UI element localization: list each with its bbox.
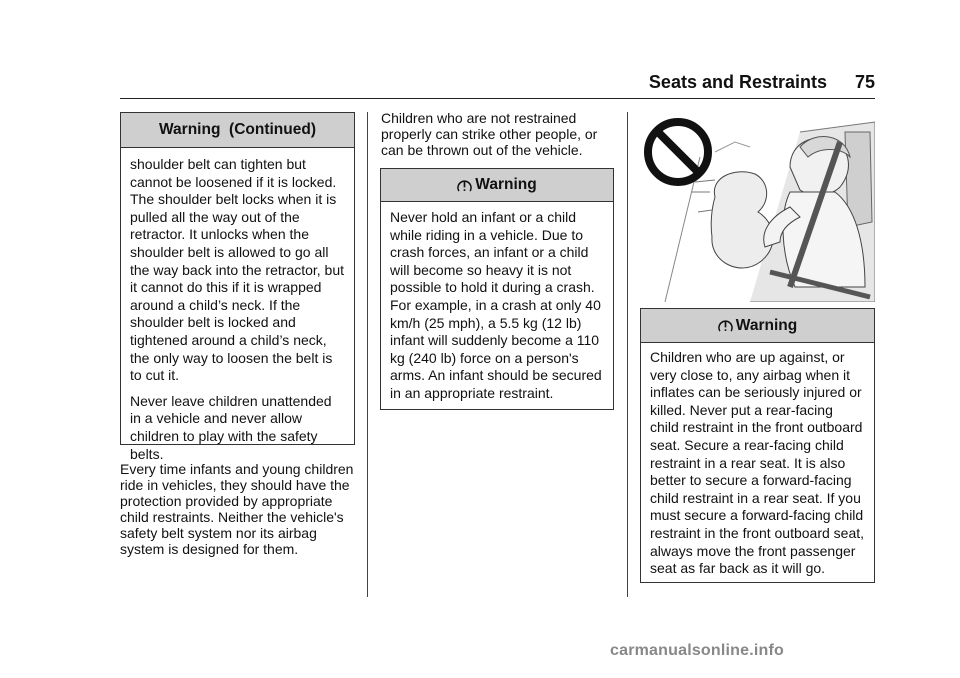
watermark: carmanualsonline.info (610, 642, 785, 659)
warning-body (381, 202, 613, 409)
warning-box-continued (120, 112, 355, 462)
warning-header (381, 169, 613, 202)
warning-symbol-icon (718, 318, 733, 333)
warning-box-infant (380, 168, 614, 410)
warning-title: Warning (Continued) (159, 121, 316, 138)
column-divider (367, 112, 368, 597)
warning-body (121, 148, 354, 469)
warning-header (641, 309, 874, 343)
prohibited-holding-infant-illustration (640, 112, 875, 302)
warning-header (121, 113, 354, 148)
warning-title: Warning (475, 176, 537, 193)
section-title: Seats and Restraints (648, 72, 827, 92)
warning-body (641, 343, 874, 584)
warning-box-airbag (640, 308, 875, 583)
column-divider (627, 112, 628, 597)
intro-paragraph: Children who are not restrained properly can strike other people, or can be thrown out of the vehicle. (381, 110, 598, 158)
page-header (120, 68, 875, 99)
warning-paragraph: Never leave children unattended in a vehicle and never allow children to play with the safety belts. (130, 392, 332, 462)
warning-symbol-icon (457, 178, 472, 193)
page-number: 75 (854, 72, 875, 92)
warning-paragraph: Never hold an infant or a child while riding in a vehicle. Due to crash forces, an infant or a child will become so heavy it is not possible to hold it during a crash. For example, in a crash at only 40 km/h (25 mph), a 5.5 kg (12 lb) infant will suddenly become a 110 kg (240 lb) force on a person's arms. An infant should be secured in an appropriate restraint. (390, 209, 602, 401)
body-paragraph: Every time infants and young children ride in vehicles, they should have the protection provided by appropriate child restraints. Neither the vehicle's safety belt system nor its airbag system is designed for them. (120, 461, 354, 557)
warning-title: Warning (735, 316, 798, 334)
warning-paragraph: shoulder belt can tighten but cannot be loosened if it is locked. The shoulder belt locks when it is pulled all the way out of the retractor. It unlocks when the shoulder belt is allowed to go all the way back into the retractor, but it cannot do this if it is wrapped around a child’s neck. If the shoulder belt is locked and tightened around a child’s neck, the only way to loosen the belt is to cut it. (130, 156, 345, 384)
warning-paragraph: Children who are up against, or very close to, any airbag when it inflates can be seriously injured or killed. Never put a rear-facing child restraint in the front outboard seat. Secure a rear-facing child restraint in a rear seat. It is also better to secure a forward-facing child restraint in a rear seat. If you must secure a forward-facing child restraint in the front outboard seat, always move the front passenger seat as far back as it will go. (650, 349, 865, 577)
